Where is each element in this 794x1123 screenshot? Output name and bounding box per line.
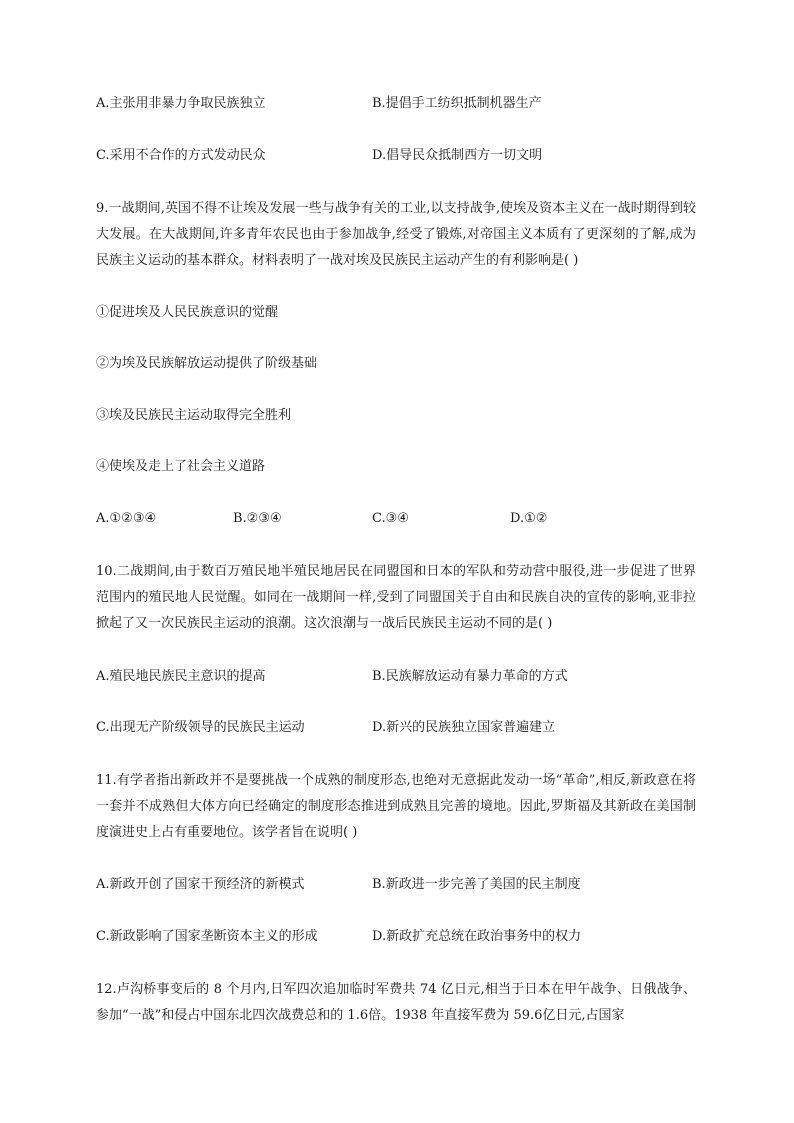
q11-stem: 11.有学者指出新政并不是要挑战一个成熟的制度形态,也绝对无意据此发动一场“革命”,相反,新政意在将一套并不成熟但大体方向已经确定的制度形态推进到成熟且完善的境地。因此,罗斯福及其新政在美国制度演进史上占有重要地位。该学者旨在说明( ) <box>96 773 696 840</box>
q9-item-2: ②为埃及民族解放运动提供了阶级基础 <box>96 356 318 371</box>
q12-stem: 12.卢沟桥事变后的 8 个月内,日军四次追加临时军费共 74 亿日元,相当于日本在甲午战争、日俄战争、参加“一战”和侵占中国东北四次战费总和的 1.6倍。1938 年直接军费为 59.6亿日元,占国家 <box>96 982 696 1023</box>
q9-option-d: D.①② <box>510 511 548 526</box>
q9-item-3: ③埃及民族民主运动取得完全胜利 <box>96 408 292 423</box>
q8-option-b: B.提倡手工纺织抵制机器生产 <box>372 96 542 111</box>
q10-option-c: C.出现无产阶级领导的民族民主运动 <box>96 720 305 735</box>
q11-option-b: B.新政进一步完善了美国的民主制度 <box>372 877 581 892</box>
q9-item-1: ①促进埃及人民民族意识的觉醒 <box>96 305 279 320</box>
q11-option-d: D.新政扩充总统在政治事务中的权力 <box>372 929 582 944</box>
q9-option-b: B.②③④ <box>233 511 282 526</box>
q8-option-a: A.主张用非暴力争取民族独立 <box>96 96 266 111</box>
q10-stem: 10.二战期间,由于数百万殖民地半殖民地居民在同盟国和日本的军队和劳动营中服役,进一步促进了世界范围内的殖民地人民觉醒。如同在一战期间一样,受到了同盟国关于自由和民族自决的宣传的影响,亚非拉掀起了又一次民族民主运动的浪潮。这次浪潮与一战后民族民主运动不同的是( ) <box>96 564 696 631</box>
q9-item-4: ④使埃及走上了社会主义道路 <box>96 459 266 474</box>
q8-option-c: C.采用不合作的方式发动民众 <box>96 148 266 163</box>
q8-option-d: D.倡导民众抵制西方一切文明 <box>372 148 543 163</box>
q9-stem: 9.一战期间,英国不得不让埃及发展一些与战争有关的工业,以支持战争,使埃及资本主义在一战时期得到较大发展。在大战期间,许多青年农民也由于参加战争,经受了锻炼,对帝国主义本质有了更深刻的了解,成为民族主义运动的基本群众。材料表明了一战对埃及民族民主运动产生的有利影响是( ) <box>96 201 696 268</box>
q9-option-a: A.①②③④ <box>96 511 157 526</box>
q11-option-c: C.新政影响了国家垄断资本主义的形成 <box>96 929 318 944</box>
q10-option-b: B.民族解放运动有暴力革命的方式 <box>372 669 568 684</box>
q10-option-a: A.殖民地民族民主意识的提高 <box>96 669 266 684</box>
q9-option-c: C.③④ <box>372 511 409 526</box>
q11-option-a: A.新政开创了国家干预经济的新模式 <box>96 877 305 892</box>
q10-option-d: D.新兴的民族独立国家普遍建立 <box>372 720 556 735</box>
